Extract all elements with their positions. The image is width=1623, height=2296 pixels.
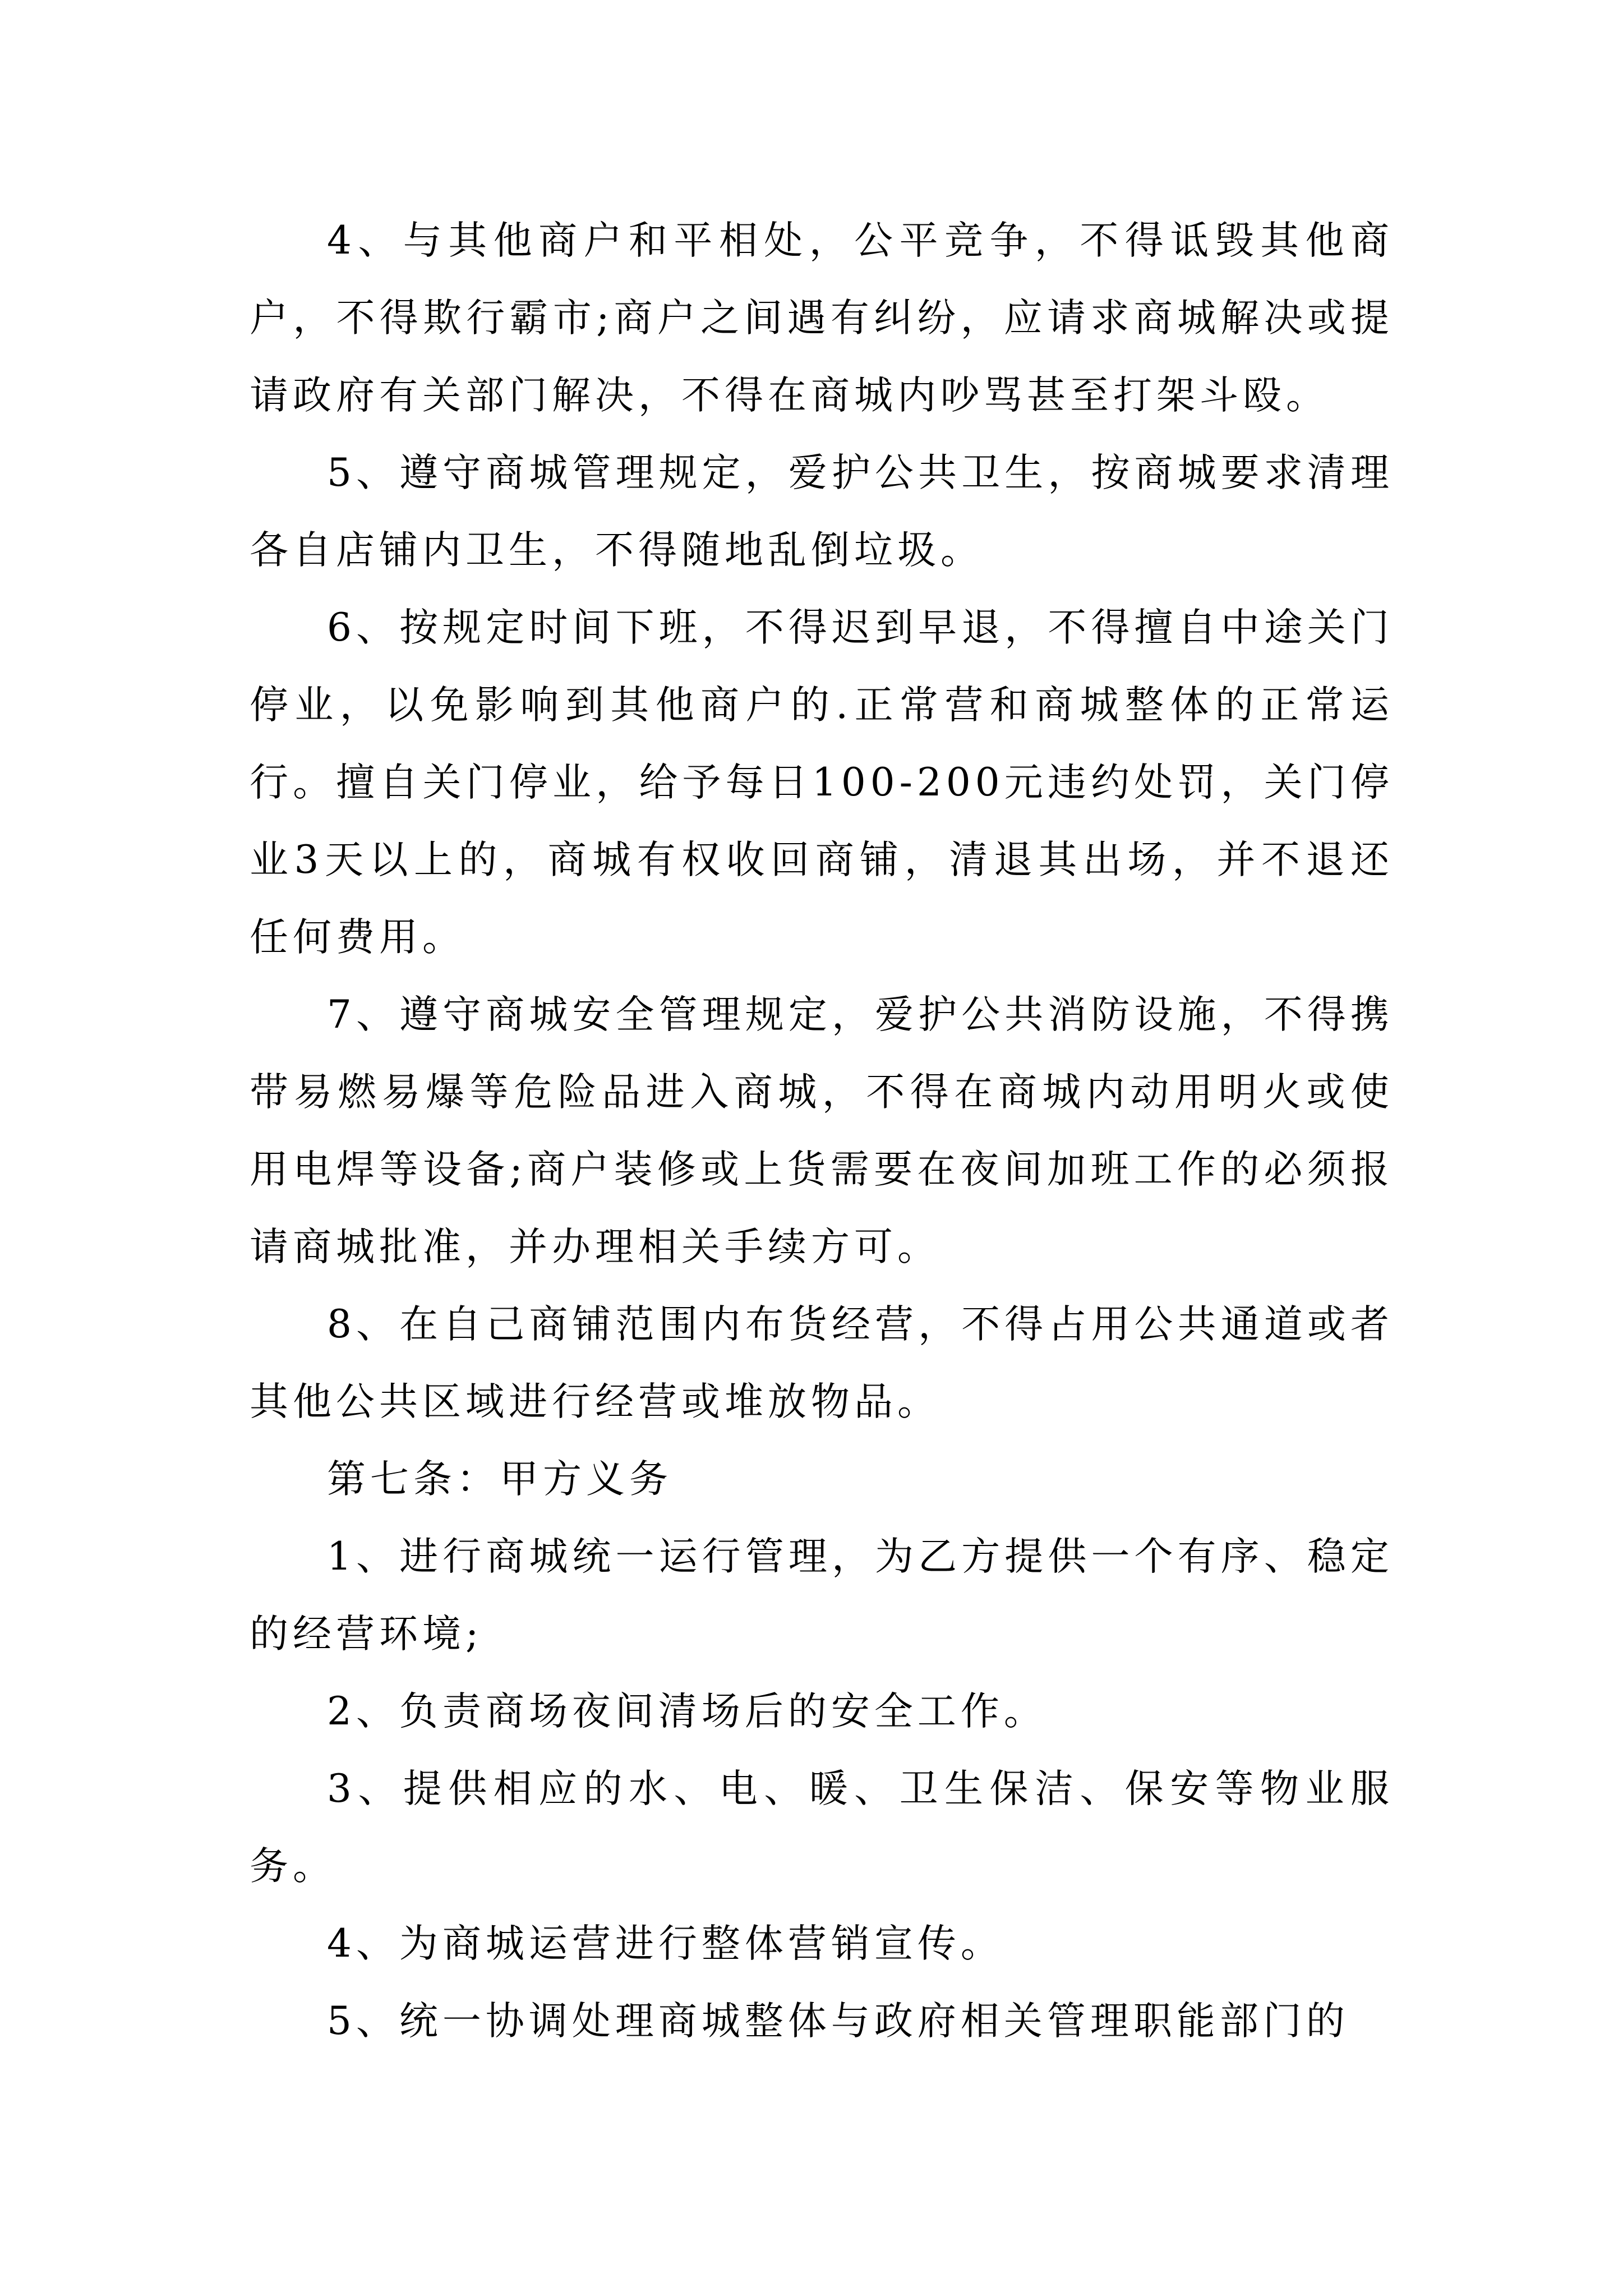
paragraph-party-a-duty-5: 5、统一协调处理商城整体与政府相关管理职能部门的	[327, 1999, 1349, 2044]
paragraph-business-hours: 6、按规定时间下班，不得迟到早退，不得擅自中途关门停业，以免影响到其他商户的.正常营和商城整体的正常运行。擅自关门停业，给予每日100-200元违约处罚，关门停业3天以上的，商城有权收回商铺，清退其出场，并不退还任何费用。	[250, 605, 1394, 960]
section-heading-article-7: 第七条：甲方义务	[327, 1457, 672, 1502]
paragraph-party-a-duty-3: 3、提供相应的水、电、暖、卫生保洁、保安等物业服务。	[250, 1766, 1394, 1889]
paragraph-hygiene: 5、遵守商城管理规定，爱护公共卫生，按商城要求清理各自店铺内卫生，不得随地乱倒垃圾。	[250, 450, 1394, 573]
paragraph-party-a-duty-1: 1、进行商城统一运行管理，为乙方提供一个有序、稳定的经营环境;	[250, 1534, 1394, 1657]
paragraph-party-a-duty-2: 2、负责商场夜间清场后的安全工作。	[327, 1689, 1047, 1734]
document-body	[250, 202, 1394, 2060]
paragraph-merchant-conduct: 4、与其他商户和平相处，公平竞争，不得诋毁其他商户，不得欺行霸市;商户之间遇有纠纷，应请求商城解决或提请政府有关部门解决，不得在商城内吵骂甚至打架斗殴。	[250, 218, 1394, 418]
paragraph-display-area: 8、在自己商铺范围内布货经营，不得占用公共通道或者其他公共区域进行经营或堆放物品。	[250, 1302, 1394, 1424]
paragraph-party-a-duty-4: 4、为商城运营进行整体营销宣传。	[327, 1921, 1004, 1966]
paragraph-safety: 7、遵守商城安全管理规定，爱护公共消防设施，不得携带易燃易爆等危险品进入商城，不得在商城内动用明火或使用电焊等设备;商户装修或上货需要在夜间加班工作的必须报请商城批准，并办理相关手续方可。	[250, 992, 1394, 1269]
